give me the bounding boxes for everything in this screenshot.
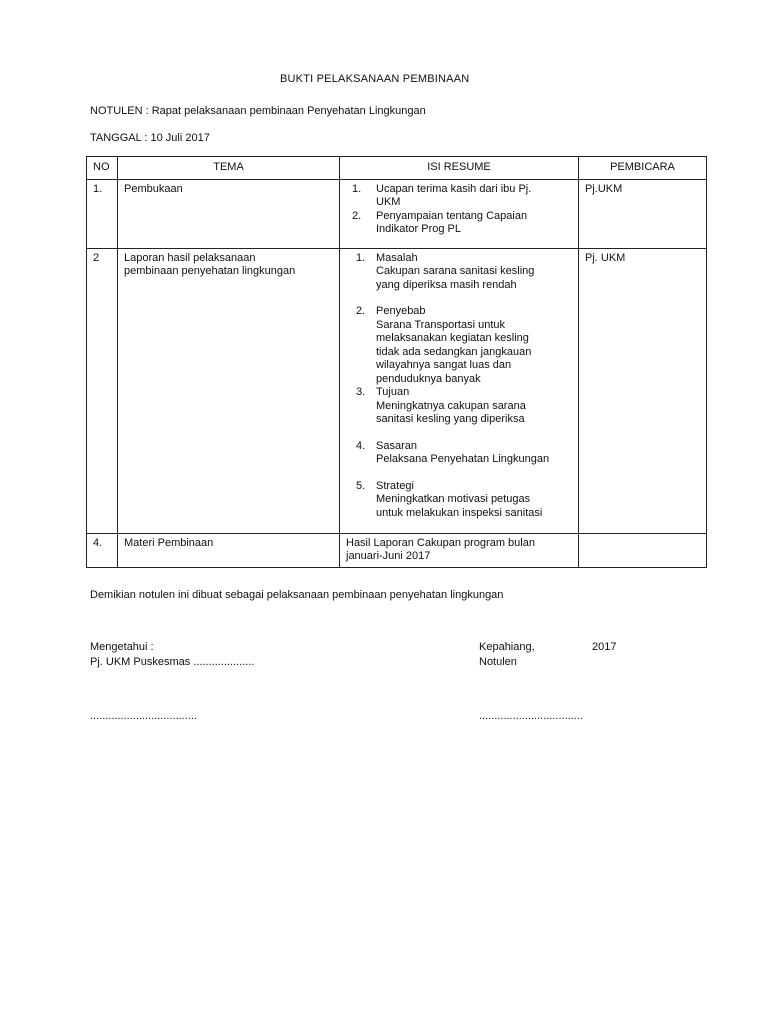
resume-item-number: 1. <box>356 251 366 264</box>
row-tema: Pembukaan <box>118 179 340 248</box>
resume-item <box>346 480 572 521</box>
notulen-line: NOTULEN : Rapat pelaksanaan pembinaan Penyehatan Lingkungan <box>90 105 426 117</box>
resume-item-line: Meningkatnya cakupan sarana <box>376 399 526 412</box>
resume-item-number: 1. <box>352 182 362 195</box>
resume-item-line: wilayahnya sangat luas dan <box>376 359 512 371</box>
place-label: Kepahiang, <box>479 641 535 653</box>
document-title: BUKTI PELAKSANAAN PEMBINAAN <box>280 73 470 85</box>
right-signature-line: .................................. <box>479 710 583 722</box>
mengetahui-label: Mengetahui : <box>90 641 154 653</box>
resume-item-line: penduduknya banyak <box>376 372 481 385</box>
resume-item-line: UKM <box>376 196 401 208</box>
resume-item-line: untuk melakukan inspeksi sanitasi <box>376 506 543 519</box>
resume-item <box>346 305 572 386</box>
resume-text-line: januari-Juni 2017 <box>346 550 431 562</box>
resume-item-number: 3. <box>356 386 366 398</box>
row-tema-line: Laporan hasil pelaksanaan <box>124 251 256 264</box>
year-label: 2017 <box>592 641 617 653</box>
resume-item <box>346 386 572 427</box>
row-resume <box>340 179 579 248</box>
row-resume <box>340 533 579 567</box>
spacer <box>346 292 572 305</box>
resume-item-heading: Sasaran <box>376 439 417 452</box>
row-tema-line: pembinaan penyehatan lingkungan <box>124 265 296 277</box>
row-pembicara: Pj.UKM <box>579 179 707 248</box>
resume-item-line: melaksanakan kegiatan kesling <box>376 332 529 344</box>
header-isi-resume: ISI RESUME <box>340 157 579 180</box>
header-tema: TEMA <box>118 157 340 180</box>
row-no: 1. <box>87 179 118 248</box>
resume-item-line: Pelaksana Penyehatan Lingkungan <box>376 453 550 465</box>
resume-item-heading: Penyebab <box>376 305 426 317</box>
row-tema: Materi Pembinaan <box>118 533 340 567</box>
spacer <box>346 467 572 480</box>
resume-item-line: Cakupan sarana sanitasi kesling <box>376 265 535 277</box>
resume-item <box>346 440 572 467</box>
row-pembicara: Pj. UKM <box>579 248 707 533</box>
resume-item-heading: Strategi <box>376 479 414 492</box>
resume-item-line: Penyampaian tentang Capaian <box>376 209 528 222</box>
resume-item <box>346 252 572 293</box>
resume-item-number: 2. <box>352 209 362 222</box>
tanggal-line: TANGGAL : 10 Juli 2017 <box>90 132 210 144</box>
resume-item-line: tidak ada sedangkan jangkauan <box>376 345 532 358</box>
resume-text-line: Hasil Laporan Cakupan program bulan <box>346 536 535 549</box>
header-no: NO <box>87 157 118 180</box>
resume-item <box>346 210 572 237</box>
table-row <box>87 533 707 567</box>
row-resume <box>340 248 579 533</box>
resume-item-line: yang diperiksa masih rendah <box>376 278 517 291</box>
row-no: 4. <box>87 533 118 567</box>
resume-item-line: Indikator Prog PL <box>376 223 461 235</box>
notulen-label: Notulen <box>479 656 517 668</box>
spacer <box>346 427 572 440</box>
row-pembicara <box>579 533 707 567</box>
resume-item <box>346 183 572 210</box>
table-header-row <box>87 157 707 180</box>
resume-item-line: Meningkatkan motivasi petugas <box>376 493 531 505</box>
pj-ukm-label: Pj. UKM Puskesmas .................... <box>90 656 255 668</box>
resume-item-line: Ucapan terima kasih dari ibu Pj. <box>376 182 532 195</box>
resume-item-number: 2. <box>356 305 366 317</box>
row-tema <box>118 248 340 533</box>
resume-table <box>86 156 707 568</box>
resume-item-line: sanitasi kesling yang diperiksa <box>376 413 525 425</box>
resume-item-number: 5. <box>356 479 366 492</box>
resume-item-heading: Tujuan <box>376 386 410 398</box>
resume-item-number: 4. <box>356 439 366 452</box>
left-signature-line: ................................... <box>90 710 197 722</box>
resume-item-heading: Masalah <box>376 251 418 264</box>
resume-item-line: Sarana Transportasi untuk <box>376 318 506 331</box>
closing-statement: Demikian notulen ini dibuat sebagai pelaksanaan pembinaan penyehatan lingkungan <box>90 589 504 601</box>
row-no: 2 <box>87 248 118 533</box>
header-pembicara: PEMBICARA <box>579 157 707 180</box>
table-row <box>87 179 707 248</box>
table-row <box>87 248 707 533</box>
